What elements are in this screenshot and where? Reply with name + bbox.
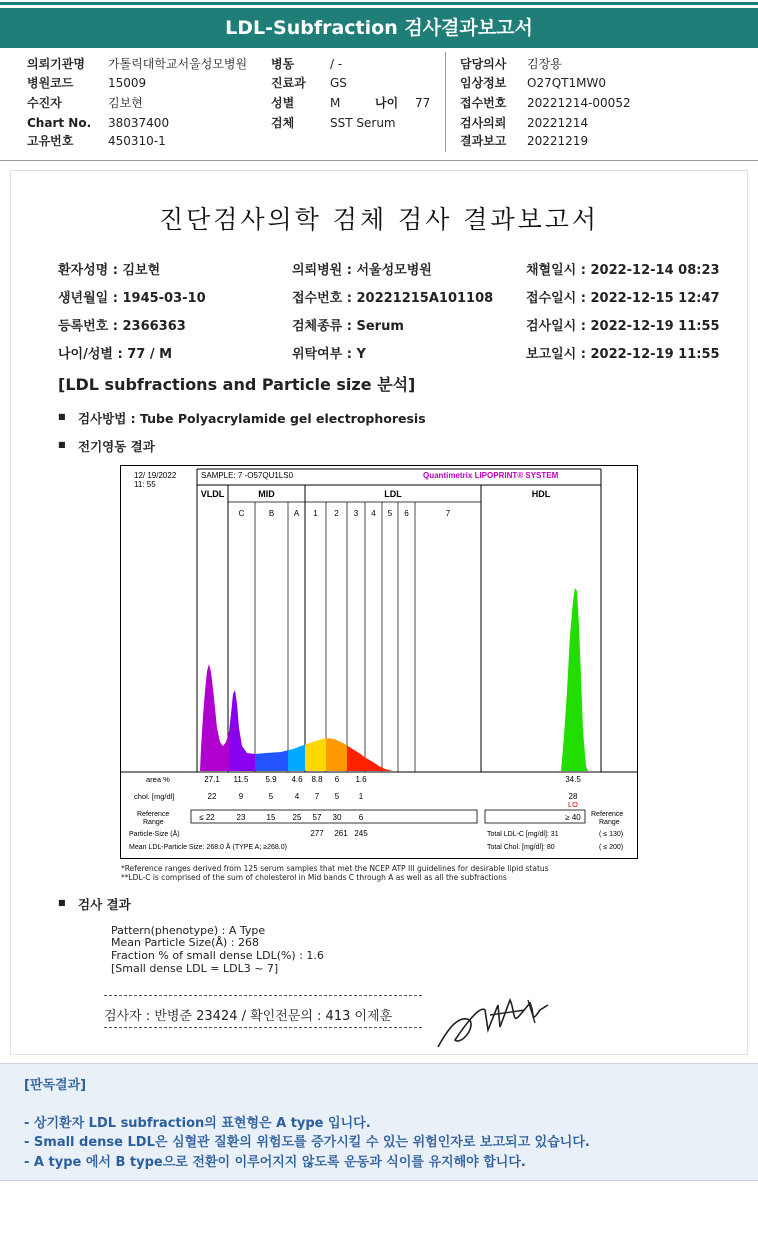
info-value: 450310-1 bbox=[108, 134, 166, 148]
footnote: **LDL-C is comprised of the sum of cholesterol in Mid bands C through A as well as all the subfractions bbox=[121, 873, 507, 882]
info-value: 김장용 bbox=[527, 57, 562, 71]
fraction-area-HDL bbox=[561, 588, 588, 771]
band-label: B bbox=[268, 509, 275, 518]
hdl-flag: LO bbox=[567, 800, 579, 809]
fraction-area-C bbox=[229, 690, 255, 771]
info-label: 수진자 bbox=[27, 96, 62, 110]
ref-value: 23 bbox=[236, 813, 246, 822]
size-value: 277 bbox=[310, 829, 324, 838]
band-label: 3 bbox=[353, 509, 359, 518]
interpretation-line: - Small dense LDL은 심혈관 질환의 위험도를 증가시킬 수 있는 위험인자로 보고되고 있습니다. bbox=[24, 1135, 590, 1150]
row-label-ref: Reference bbox=[137, 811, 170, 818]
size-value: 245 bbox=[354, 829, 368, 838]
patient-field: 보고일시 : 2022-12-19 11:55 bbox=[526, 347, 720, 362]
patient-field: 접수일시 : 2022-12-15 12:47 bbox=[526, 291, 720, 306]
info-label: 병원코드 bbox=[27, 76, 74, 90]
total-chol: Total Chol. [mg/dl]: 80 bbox=[487, 844, 555, 851]
info-value: GS bbox=[330, 76, 347, 90]
info-label: 담당의사 bbox=[460, 57, 507, 71]
row-label-area: area % bbox=[146, 775, 170, 784]
row-label-ref: Range bbox=[143, 819, 164, 826]
patient-field: 환자성명 : 김보현 bbox=[58, 263, 161, 278]
group-label: VLDL bbox=[200, 489, 225, 499]
top-rule bbox=[0, 2, 758, 5]
info-label: 성별 bbox=[271, 96, 295, 110]
info-label: 결과보고 bbox=[460, 134, 507, 148]
band-label: 5 bbox=[387, 509, 393, 518]
chart-date: 12/ 19/2022 bbox=[134, 471, 177, 480]
fraction-area-3 bbox=[347, 746, 393, 772]
interpretation-line: - A type 에서 B type으로 전환이 이루어지지 않도록 운동과 식이를 유지해야 합니다. bbox=[24, 1155, 526, 1170]
section-title: [LDL subfractions and Particle size 분석] bbox=[58, 375, 416, 394]
size-value: 261 bbox=[334, 829, 348, 838]
row-label-chol: chol. [mg/dl] bbox=[134, 792, 175, 801]
patient-field: 위탁여부 : Y bbox=[292, 347, 366, 362]
chol-value: 28 bbox=[568, 792, 578, 801]
chol-value: 9 bbox=[238, 792, 244, 801]
info-value: 38037400 bbox=[108, 116, 170, 130]
chart-brand: Quantimetrix LIPOPRINT® SYSTEM bbox=[423, 471, 559, 480]
total-ldl-ref: ( ≤ 130) bbox=[599, 831, 624, 838]
band-label: 2 bbox=[334, 509, 339, 518]
info-value: SST Serum bbox=[330, 116, 396, 130]
area-value: 34.5 bbox=[565, 775, 581, 784]
area-value: 5.9 bbox=[265, 775, 277, 784]
patient-field: 의뢰병원 : 서울성모병원 bbox=[292, 263, 432, 278]
interpretation-header bbox=[0, 1063, 758, 1101]
band-label: 6 bbox=[404, 509, 409, 518]
info-value: 가톨릭대학교서울성모병원 bbox=[108, 57, 248, 71]
signature-rule bbox=[104, 995, 422, 996]
total-chol-ref: ( ≤ 200) bbox=[599, 844, 624, 851]
chol-value: 1 bbox=[358, 792, 364, 801]
chart-time: 11: 55 bbox=[134, 480, 156, 489]
info-label: 검체 bbox=[271, 116, 295, 130]
interpretation-line: - 상기환자 LDL subfraction의 표현형은 A type 입니다. bbox=[24, 1116, 371, 1131]
ref-value: 30 bbox=[332, 813, 342, 822]
info-value: O27QT1MW0 bbox=[527, 76, 606, 90]
ref-value: 57 bbox=[312, 813, 322, 822]
info-label: 나이 bbox=[375, 96, 399, 110]
signature-rule bbox=[104, 1027, 422, 1028]
patient-field: 등록번호 : 2366363 bbox=[58, 319, 186, 334]
band-label: C bbox=[238, 509, 245, 518]
info-value: M bbox=[330, 96, 341, 110]
chart-sample: SAMPLE: 7 -O57QU1LS0 bbox=[201, 471, 294, 480]
info-value: 20221219 bbox=[527, 134, 589, 148]
result-line: Mean Particle Size(Å) : 268 bbox=[111, 936, 259, 949]
footnote: *Reference ranges derived from 125 serum samples that met the NCEP ATP III guidelines for desirable lipid status bbox=[121, 864, 549, 873]
electrophoresis-chart bbox=[120, 465, 638, 859]
chol-value: 7 bbox=[314, 792, 320, 801]
hdl-ref-value: ≥ 40 bbox=[565, 813, 581, 822]
row-label-size: Particle-Size (Å) bbox=[129, 831, 180, 838]
area-value: 1.6 bbox=[355, 775, 367, 784]
patient-field: 검체종류 : Serum bbox=[292, 319, 404, 334]
info-label: 검사의뢰 bbox=[460, 116, 507, 130]
info-value: 77 bbox=[415, 96, 431, 110]
ref-value: ≤ 22 bbox=[199, 813, 215, 822]
fraction-area-B bbox=[255, 750, 288, 771]
info-label: 임상정보 bbox=[460, 76, 507, 90]
info-label: 접수번호 bbox=[460, 96, 507, 110]
chol-value: 4 bbox=[294, 792, 300, 801]
band-label: 1 bbox=[313, 509, 318, 518]
report-title: 진단검사의학 검체 검사 결과보고서 bbox=[158, 205, 600, 234]
section-divider bbox=[0, 160, 758, 161]
patient-field: 접수번호 : 20221215A101108 bbox=[292, 291, 494, 306]
fraction-area-1 bbox=[305, 738, 326, 771]
chart-svg bbox=[121, 466, 637, 858]
group-label: HDL bbox=[531, 489, 551, 499]
patient-field: 채혈일시 : 2022-12-14 08:23 bbox=[526, 263, 720, 278]
chol-value: 22 bbox=[207, 792, 217, 801]
fraction-area-A bbox=[288, 745, 305, 771]
fraction-area-VLDL bbox=[200, 664, 229, 771]
band-label: A bbox=[293, 509, 300, 518]
interpretation-title: [판독결과] bbox=[24, 1078, 87, 1093]
info-label: 진료과 bbox=[271, 76, 306, 90]
info-label: 고유번호 bbox=[27, 134, 74, 148]
chol-value: 5 bbox=[268, 792, 274, 801]
signature-text: 검사자 : 반병준 23424 / 확인전문의 : 413 이제훈 bbox=[104, 1009, 393, 1024]
band-label: 7 bbox=[445, 509, 451, 518]
result-heading: ■ 검사 결과 bbox=[78, 895, 131, 913]
result-line: Pattern(phenotype) : A Type bbox=[111, 924, 266, 937]
method-text: ■ 검사방법 : Tube Polyacrylamide gel electrophoresis bbox=[78, 409, 426, 427]
electro-heading: ■ 전기영동 결과 bbox=[78, 437, 155, 455]
page-title: LDL-Subfraction 검사결과보고서 bbox=[0, 8, 758, 48]
info-value: 20221214-00052 bbox=[527, 96, 631, 110]
area-value: 8.8 bbox=[311, 775, 323, 784]
ref-value: 15 bbox=[266, 813, 276, 822]
area-value: 4.6 bbox=[291, 775, 303, 784]
group-label: LDL bbox=[384, 489, 402, 499]
total-ldl: Total LDL-C [mg/dl]: 31 bbox=[487, 831, 559, 838]
fraction-area-2 bbox=[326, 738, 347, 771]
mean-size-text: Mean LDL-Particle Size: 268.0 Å (TYPE A; ≥268.0) bbox=[129, 844, 287, 851]
info-label: Chart No. bbox=[27, 116, 92, 130]
group-label: MID bbox=[258, 489, 275, 499]
result-line: [Small dense LDL = LDL3 ~ 7] bbox=[111, 962, 279, 975]
ref-label-right: Reference bbox=[591, 811, 624, 818]
result-line: Fraction % of small dense LDL(%) : 1.6 bbox=[111, 949, 324, 962]
ref-value: 6 bbox=[358, 813, 364, 822]
area-value: 6 bbox=[334, 775, 340, 784]
info-label: 의뢰기관명 bbox=[27, 57, 85, 71]
band-label: 4 bbox=[371, 509, 376, 518]
info-value: / - bbox=[330, 57, 343, 71]
patient-field: 검사일시 : 2022-12-19 11:55 bbox=[526, 319, 720, 334]
ref-label-right: Range bbox=[599, 819, 620, 826]
patient-field: 나이/성별 : 77 / M bbox=[58, 347, 173, 362]
info-value: 김보현 bbox=[108, 96, 143, 110]
info-value: 15009 bbox=[108, 76, 147, 90]
ref-value: 25 bbox=[292, 813, 302, 822]
area-value: 11.5 bbox=[233, 775, 249, 784]
chol-value: 5 bbox=[334, 792, 340, 801]
patient-field: 생년월일 : 1945-03-10 bbox=[58, 291, 206, 306]
info-value: 20221214 bbox=[527, 116, 589, 130]
info-label: 병동 bbox=[271, 57, 295, 71]
info-divider bbox=[445, 52, 446, 152]
area-value: 27.1 bbox=[204, 775, 220, 784]
handwritten-signature bbox=[430, 985, 560, 1055]
